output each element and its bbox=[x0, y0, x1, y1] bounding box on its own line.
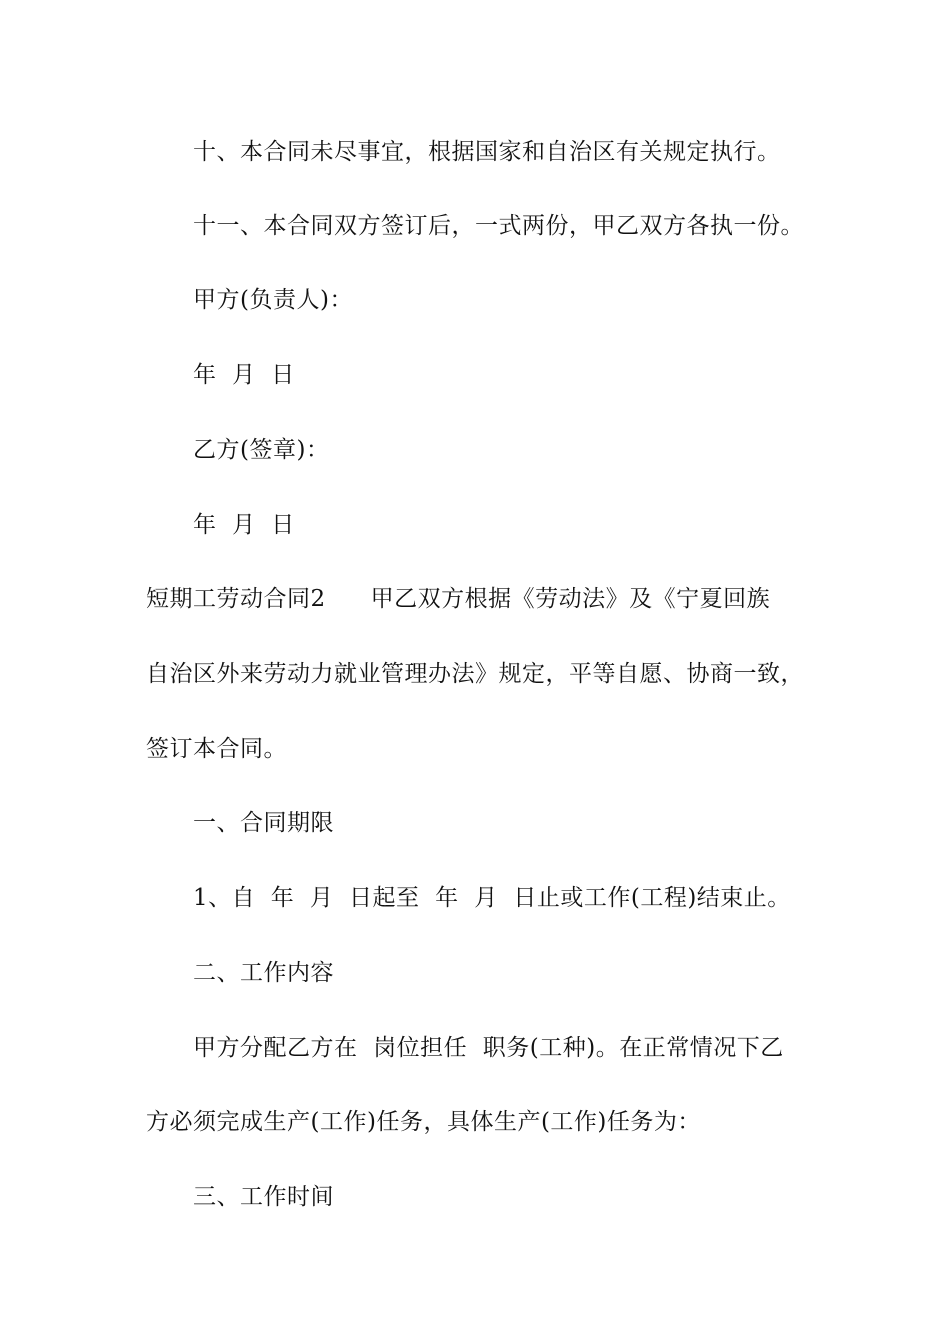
party-b-date: 年 月 日 bbox=[193, 512, 295, 538]
party-a-label: 甲方(负责人)： bbox=[193, 287, 353, 313]
clause-eleven: 十一、本合同双方签订后，一式两份，甲乙双方各执一份。 bbox=[193, 213, 804, 239]
party-a-date: 年 月 日 bbox=[193, 362, 295, 388]
intro-text-part3: 签订本合同。 bbox=[146, 736, 287, 762]
section-three-heading: 三、工作时间 bbox=[193, 1184, 334, 1210]
intro-text-part1: 甲乙双方根据《劳动法》及《宁夏回族 bbox=[370, 586, 771, 612]
section-one-item: 1、自 年 月 日起至 年 月 日止或工作(工程)结束止。 bbox=[193, 885, 791, 911]
contract-two-intro bbox=[146, 584, 770, 614]
section-one-heading: 一、合同期限 bbox=[193, 810, 334, 836]
clause-ten: 十、本合同未尽事宜，根据国家和自治区有关规定执行。 bbox=[193, 139, 781, 165]
contract-two-title: 短期工劳动合同2 bbox=[146, 586, 326, 612]
section-two-text-part1: 甲方分配乙方在 岗位担任 职务(工种)。在正常情况下乙 bbox=[193, 1035, 784, 1061]
intro-text-part2: 自治区外来劳动力就业管理办法》规定，平等自愿、协商一致， bbox=[146, 661, 804, 687]
section-two-heading: 二、工作内容 bbox=[193, 960, 334, 986]
party-b-label: 乙方(签章)： bbox=[193, 437, 330, 463]
section-two-text-part2: 方必须完成生产(工作)任务，具体生产(工作)任务为： bbox=[146, 1109, 701, 1135]
